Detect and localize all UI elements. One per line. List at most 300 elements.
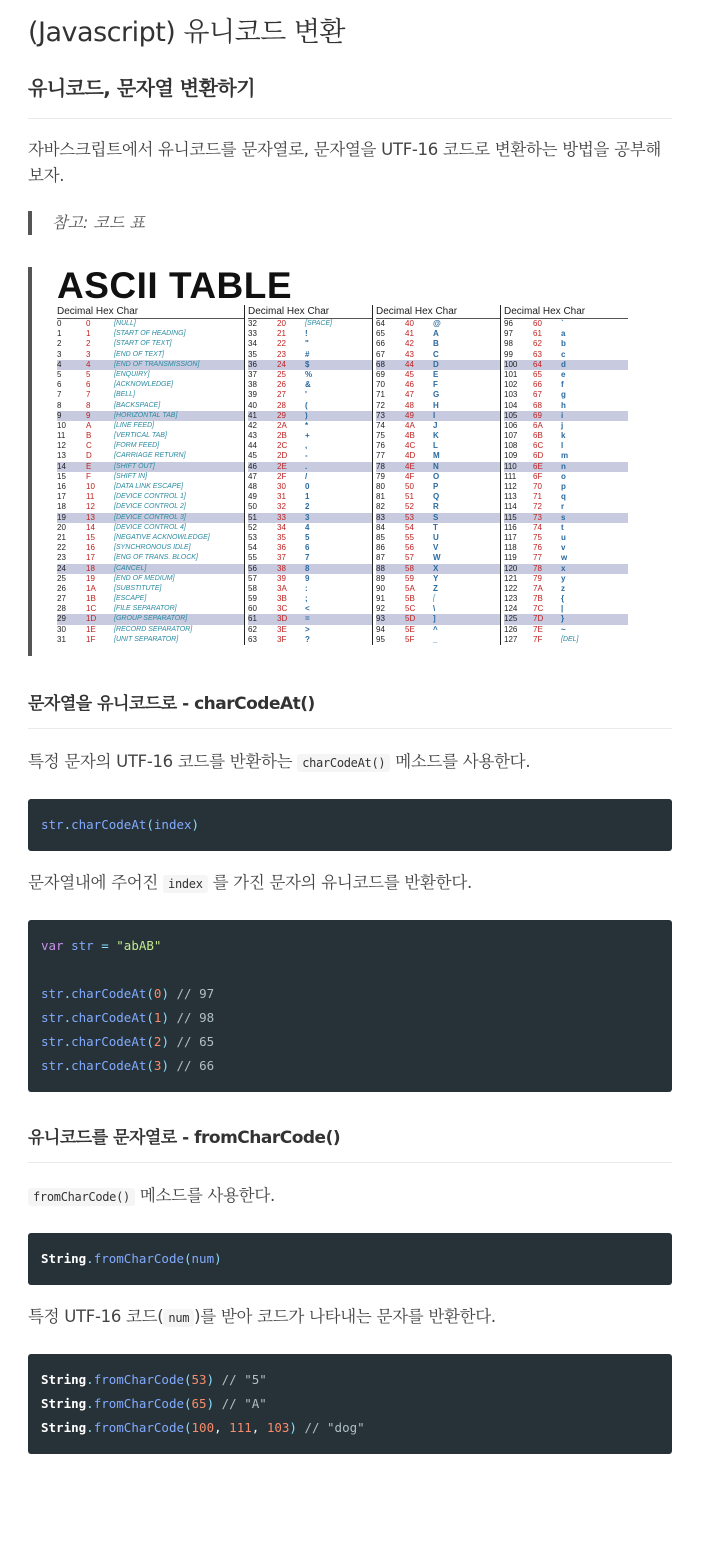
ascii-row <box>504 370 628 380</box>
ascii-decimal: 27 <box>57 594 66 604</box>
ascii-hex: 2E <box>277 461 287 471</box>
ascii-row <box>57 625 244 635</box>
ascii-hex: 4F <box>405 471 415 481</box>
ascii-hex: 50 <box>405 482 414 491</box>
ascii-hex: 6D <box>533 451 544 461</box>
code-token: 103 <box>266 1420 290 1435</box>
ascii-decimal: 74 <box>376 420 385 430</box>
ascii-row <box>504 492 628 502</box>
ascii-row <box>376 339 500 349</box>
ascii-hex: 2F <box>277 471 287 481</box>
ascii-column <box>500 305 628 645</box>
ascii-decimal: 20 <box>57 522 66 532</box>
ascii-decimal: 76 <box>376 441 385 451</box>
code-token: // "A" <box>221 1396 267 1411</box>
ascii-row <box>248 350 372 360</box>
ascii-decimal: 114 <box>504 502 517 512</box>
ascii-decimal: 75 <box>376 431 385 441</box>
code-token: String <box>41 1251 87 1266</box>
ascii-decimal: 125 <box>504 614 518 624</box>
ascii-hex: 5D <box>405 614 416 624</box>
ascii-decimal: 66 <box>376 339 385 349</box>
ascii-hex: 57 <box>405 553 414 563</box>
ascii-hex: 30 <box>277 482 286 491</box>
ascii-decimal: 109 <box>504 451 518 461</box>
ascii-decimal: 39 <box>248 390 257 400</box>
text: )를 받아 코드가 나타내는 문자를 반환한다. <box>194 1307 496 1326</box>
ascii-decimal: 104 <box>504 400 518 410</box>
ascii-hex: 28 <box>277 400 286 410</box>
ascii-decimal: 46 <box>248 461 257 471</box>
ascii-row <box>57 421 244 431</box>
ascii-char: o <box>561 471 566 481</box>
ascii-row <box>248 614 372 624</box>
ascii-char: [END OF TRANSMISSION] <box>114 360 200 368</box>
ascii-hex: 54 <box>405 522 414 532</box>
ascii-row <box>57 502 244 512</box>
ascii-row <box>248 360 372 370</box>
ascii-hex: 2 <box>86 339 91 349</box>
ascii-char: [BACKSPACE] <box>114 401 161 409</box>
ascii-char: N <box>433 461 439 471</box>
ascii-char: [HORIZONTAL TAB] <box>114 411 178 419</box>
code-token: charCodeAt <box>71 986 147 1001</box>
ascii-char: ( <box>305 400 308 410</box>
ascii-char: [VERTICAL TAB] <box>114 432 167 440</box>
ascii-decimal: 90 <box>376 583 385 593</box>
ascii-decimal: 69 <box>376 369 385 379</box>
ascii-row <box>376 502 500 512</box>
code-token: . <box>63 817 72 832</box>
code-token: 0 <box>153 986 162 1001</box>
ascii-hex: 18 <box>86 563 95 573</box>
ascii-char: [DATA LINK ESCAPE] <box>114 483 184 490</box>
ascii-char: [END OF MEDIUM] <box>114 574 175 582</box>
code-token: . <box>86 1420 94 1435</box>
ascii-char: [NULL] <box>114 320 136 327</box>
ascii-row <box>504 329 628 339</box>
ascii-decimal: 23 <box>57 553 66 563</box>
ascii-row <box>376 411 500 421</box>
ascii-hex: 3A <box>277 583 287 593</box>
ascii-decimal: 57 <box>248 573 257 583</box>
ascii-hex: 3F <box>277 634 287 644</box>
ascii-decimal: 115 <box>504 512 517 522</box>
ascii-decimal: 91 <box>376 594 385 604</box>
ascii-row <box>376 472 500 482</box>
ascii-char: \ <box>433 604 436 614</box>
ascii-hex: C <box>86 441 92 451</box>
code-token: fromCharCode <box>93 1396 184 1411</box>
ascii-hex: 1A <box>86 583 96 593</box>
ascii-row <box>504 462 628 472</box>
ascii-column <box>372 305 500 645</box>
ascii-row <box>57 492 244 502</box>
ascii-char: * <box>305 420 309 430</box>
ascii-hex: 1B <box>86 594 96 604</box>
ascii-row <box>376 523 500 533</box>
ascii-hex: 58 <box>405 563 414 573</box>
ascii-hex: 2B <box>277 431 287 441</box>
ascii-hex: 3 <box>86 349 91 359</box>
ascii-decimal: 5 <box>57 369 62 379</box>
ascii-row <box>376 401 500 411</box>
ascii-char: n <box>561 461 566 471</box>
ascii-decimal: 122 <box>504 583 518 593</box>
ascii-row <box>248 594 372 604</box>
ascii-row <box>376 441 500 451</box>
ascii-decimal: 93 <box>376 614 385 624</box>
ascii-row <box>57 584 244 594</box>
ascii-char: k <box>561 431 566 441</box>
ascii-row <box>57 604 244 614</box>
ascii-char: 1 <box>305 492 310 502</box>
ascii-char: " <box>305 339 309 349</box>
ascii-hex: 47 <box>405 390 414 400</box>
ascii-decimal: 42 <box>248 420 257 430</box>
code-token: ( <box>184 1396 192 1411</box>
ascii-decimal: 81 <box>376 492 385 502</box>
ascii-char: G <box>433 390 440 400</box>
ascii-row <box>504 451 628 461</box>
ascii-char: S <box>433 512 439 522</box>
ascii-column-header: Decimal Hex Char <box>57 305 244 319</box>
ascii-row <box>248 441 372 451</box>
ascii-decimal: 26 <box>57 583 66 593</box>
ascii-row <box>376 421 500 431</box>
ascii-decimal: 49 <box>248 492 257 502</box>
code-token: . <box>63 986 72 1001</box>
code-token: // 97 <box>176 986 215 1001</box>
code-token: 65 <box>191 1396 207 1411</box>
ascii-char: [END OF TEXT] <box>114 350 165 358</box>
code-token: // "dog" <box>304 1420 365 1435</box>
ascii-hex: 39 <box>277 573 286 583</box>
code-token: ) <box>161 1034 169 1049</box>
ascii-row <box>376 492 500 502</box>
ascii-decimal: 55 <box>248 553 257 563</box>
ascii-row <box>504 513 628 523</box>
ascii-row <box>376 574 500 584</box>
ascii-decimal: 60 <box>248 604 257 614</box>
ascii-decimal: 107 <box>504 431 518 441</box>
ascii-row <box>57 533 244 543</box>
ascii-decimal: 98 <box>504 339 513 349</box>
ascii-decimal: 79 <box>376 471 385 481</box>
ascii-char: [SPACE] <box>305 320 333 327</box>
ascii-char: : <box>305 583 308 593</box>
ascii-row <box>57 594 244 604</box>
ascii-hex: 6A <box>533 420 543 430</box>
code-token: ) <box>191 817 200 832</box>
ascii-hex: 43 <box>405 349 414 359</box>
code-token: = <box>101 938 109 953</box>
ascii-char: < <box>305 604 310 614</box>
ascii-row <box>376 319 500 329</box>
ascii-row <box>504 472 628 482</box>
ascii-decimal: 82 <box>376 502 385 512</box>
code-token: 3 <box>153 1058 162 1073</box>
ascii-char: 5 <box>305 532 310 542</box>
ascii-decimal: 37 <box>248 369 257 379</box>
ascii-hex: 51 <box>405 492 414 502</box>
ascii-decimal: 116 <box>504 522 517 532</box>
ascii-decimal: 83 <box>376 512 385 522</box>
ascii-char: ~ <box>561 624 566 634</box>
ascii-char: K <box>433 431 439 441</box>
code-token: 100 <box>191 1420 215 1435</box>
ascii-decimal: 113 <box>504 492 517 502</box>
ascii-hex: 7B <box>533 594 543 604</box>
ascii-char: u <box>561 532 566 542</box>
ascii-decimal: 112 <box>504 482 517 491</box>
ascii-hex: 49 <box>405 410 414 420</box>
ascii-table-title: ASCII TABLE <box>57 267 293 306</box>
ascii-row <box>504 523 628 533</box>
ascii-char: s <box>561 512 566 522</box>
ascii-char: O <box>433 471 440 481</box>
ascii-hex: 4B <box>405 431 415 441</box>
ascii-hex: 60 <box>533 319 542 328</box>
ascii-char: g <box>561 390 566 400</box>
ascii-hex: 5E <box>405 624 415 634</box>
ascii-row <box>504 502 628 512</box>
ascii-hex: 44 <box>405 359 414 369</box>
intro-paragraph: 자바스크립트에서 유니코드를 문자열로, 문자열을 UTF-16 코드로 변환하는 방법을 공부해보자. <box>28 140 662 185</box>
ascii-row <box>248 543 372 553</box>
ascii-decimal: 118 <box>504 543 517 553</box>
ascii-row <box>57 574 244 584</box>
ascii-hex: 1F <box>86 634 96 644</box>
ascii-row <box>504 441 628 451</box>
ascii-decimal: 110 <box>504 461 517 471</box>
code-token: num <box>191 1251 215 1266</box>
ascii-char: [ <box>433 595 435 603</box>
ascii-char: D <box>433 359 439 369</box>
ascii-row <box>504 360 628 370</box>
ascii-row <box>376 614 500 624</box>
ascii-hex: 16 <box>86 543 95 553</box>
ascii-row <box>504 553 628 563</box>
code-token: ( <box>146 1034 154 1049</box>
ascii-hex: 73 <box>533 512 542 522</box>
ascii-table-columns <box>57 305 628 645</box>
ascii-char: [CANCEL] <box>114 564 147 572</box>
ascii-hex: 45 <box>405 369 414 379</box>
ascii-decimal: 92 <box>376 604 385 614</box>
code-token: 2 <box>153 1034 162 1049</box>
text: 문자열내에 주어진 <box>28 873 159 892</box>
ascii-decimal: 100 <box>504 359 518 369</box>
ascii-hex: 7C <box>533 604 544 614</box>
ascii-row <box>376 635 500 645</box>
ascii-decimal: 101 <box>504 369 518 379</box>
ascii-char: t <box>561 522 564 532</box>
ascii-row <box>57 635 244 645</box>
ascii-decimal: 10 <box>57 420 66 430</box>
ascii-row <box>248 370 372 380</box>
code-token: 53 <box>191 1372 207 1387</box>
ascii-column-header: Decimal Hex Char <box>376 305 500 319</box>
ascii-row <box>504 319 628 329</box>
ascii-hex: 6F <box>533 471 543 481</box>
code-token: String <box>41 1420 87 1435</box>
code-token: 111 <box>229 1420 252 1435</box>
ascii-decimal: 3 <box>57 349 62 359</box>
ascii-char: I <box>433 410 436 420</box>
ascii-hex: B <box>86 431 92 441</box>
ascii-char: b <box>561 339 566 349</box>
ascii-decimal: 16 <box>57 482 66 491</box>
ascii-char: P <box>433 482 439 491</box>
code-token: ) <box>206 1372 215 1387</box>
ascii-decimal: 53 <box>248 532 257 542</box>
code-token: // 98 <box>176 1010 215 1025</box>
ascii-char: @ <box>433 319 441 328</box>
ascii-row <box>504 625 628 635</box>
ascii-decimal: 121 <box>504 573 518 583</box>
ascii-char: [SUBSTITUTE] <box>114 584 162 592</box>
ascii-decimal: 124 <box>504 604 518 614</box>
ascii-decimal: 47 <box>248 471 257 481</box>
inline-code: charCodeAt() <box>297 754 390 772</box>
section-heading-fromcharcode: 유니코드를 문자열로 - fromCharCode() <box>28 1128 341 1148</box>
ascii-hex: 72 <box>533 502 542 512</box>
ascii-decimal: 38 <box>248 380 257 390</box>
ascii-row <box>57 401 244 411</box>
ascii-row <box>57 390 244 400</box>
ascii-row <box>376 533 500 543</box>
ascii-decimal: 2 <box>57 339 62 349</box>
ascii-hex: 19 <box>86 573 95 583</box>
ascii-char: F <box>433 380 438 390</box>
ascii-row <box>504 574 628 584</box>
ascii-char: x <box>561 563 566 573</box>
ascii-char: & <box>305 380 311 390</box>
ascii-char: i <box>561 410 564 420</box>
ascii-decimal: 86 <box>376 543 385 553</box>
ascii-decimal: 19 <box>57 512 66 522</box>
ascii-decimal: 84 <box>376 522 385 532</box>
ascii-table-image <box>52 267 635 656</box>
ascii-row <box>376 625 500 635</box>
ascii-hex: 7A <box>533 583 543 593</box>
ascii-hex: 23 <box>277 349 286 359</box>
ascii-row <box>248 329 372 339</box>
ascii-decimal: 70 <box>376 380 385 390</box>
ascii-decimal: 4 <box>57 359 62 369</box>
ascii-char: f <box>561 380 564 390</box>
ascii-decimal: 18 <box>57 502 66 512</box>
code-token: fromCharCode <box>93 1251 184 1266</box>
code-token: ( <box>146 1010 154 1025</box>
code-token: // 65 <box>176 1034 215 1049</box>
ascii-row <box>248 421 372 431</box>
num-description <box>28 1304 672 1331</box>
ascii-decimal: 87 <box>376 553 385 563</box>
ascii-hex: 21 <box>277 329 286 339</box>
ascii-hex: 6C <box>533 441 544 451</box>
ascii-decimal: 63 <box>248 634 257 644</box>
ascii-char: ; <box>305 594 308 604</box>
code-token: str <box>41 1058 64 1073</box>
ascii-row <box>57 380 244 390</box>
ascii-row <box>504 604 628 614</box>
ascii-decimal: 12 <box>57 441 66 451</box>
ascii-char: Q <box>433 492 440 502</box>
ascii-decimal: 40 <box>248 400 257 410</box>
ascii-hex: F <box>86 471 91 481</box>
ascii-hex: 3D <box>277 614 288 624</box>
ascii-hex: 69 <box>533 410 542 420</box>
ascii-row <box>248 553 372 563</box>
ascii-hex: 4E <box>405 461 415 471</box>
text: 메소드를 사용한다. <box>395 752 531 771</box>
ascii-decimal: 117 <box>504 532 517 542</box>
ascii-hex: 6E <box>533 461 543 471</box>
ascii-decimal: 65 <box>376 329 385 339</box>
ascii-hex: 70 <box>533 482 542 491</box>
code-token: ( <box>146 817 154 832</box>
ascii-row <box>248 584 372 594</box>
ascii-char: [DEVICE CONTROL 2] <box>114 503 186 511</box>
ascii-decimal: 123 <box>504 594 518 604</box>
ascii-char: , <box>305 441 308 451</box>
ascii-row <box>248 411 372 421</box>
ascii-decimal: 9 <box>57 410 62 420</box>
code-block-signature <box>28 799 672 851</box>
ascii-decimal: 94 <box>376 624 385 634</box>
ascii-row <box>504 421 628 431</box>
ascii-hex: 7E <box>533 624 543 634</box>
code-token: ( <box>146 986 154 1001</box>
ascii-decimal: 99 <box>504 349 513 359</box>
ascii-row <box>57 370 244 380</box>
code-token: str <box>41 1034 64 1049</box>
ascii-hex: 15 <box>86 532 95 542</box>
ascii-hex: 5A <box>405 583 415 593</box>
ascii-row <box>248 604 372 614</box>
ascii-hex: 4A <box>405 420 415 430</box>
ascii-char: [ENQUIRY] <box>114 370 150 378</box>
ascii-char: 0 <box>305 482 310 491</box>
ascii-decimal: 8 <box>57 400 62 410</box>
code-token: ) <box>161 1058 169 1073</box>
code-token: String <box>41 1396 87 1411</box>
code-token: ( <box>146 1058 154 1073</box>
code-token: ) <box>206 1396 215 1411</box>
ascii-row <box>248 339 372 349</box>
ascii-decimal: 72 <box>376 400 385 410</box>
ascii-row <box>248 431 372 441</box>
ascii-char: _ <box>433 634 438 644</box>
ascii-decimal: 105 <box>504 410 518 420</box>
fromcharcode-description <box>28 1183 672 1210</box>
ascii-decimal: 34 <box>248 339 257 349</box>
ascii-decimal: 45 <box>248 451 257 461</box>
code-token: ( <box>184 1420 192 1435</box>
ascii-hex: 36 <box>277 543 286 553</box>
text: 특정 UTF-16 코드( <box>28 1307 164 1326</box>
ascii-decimal: 71 <box>376 390 385 400</box>
ascii-decimal: 68 <box>376 359 385 369</box>
ascii-char: [DEVICE CONTROL 4] <box>114 523 186 531</box>
ascii-row <box>57 339 244 349</box>
ascii-row <box>504 431 628 441</box>
ascii-hex: 29 <box>277 410 286 420</box>
code-token: var <box>41 938 64 953</box>
ascii-char: q <box>561 492 566 502</box>
